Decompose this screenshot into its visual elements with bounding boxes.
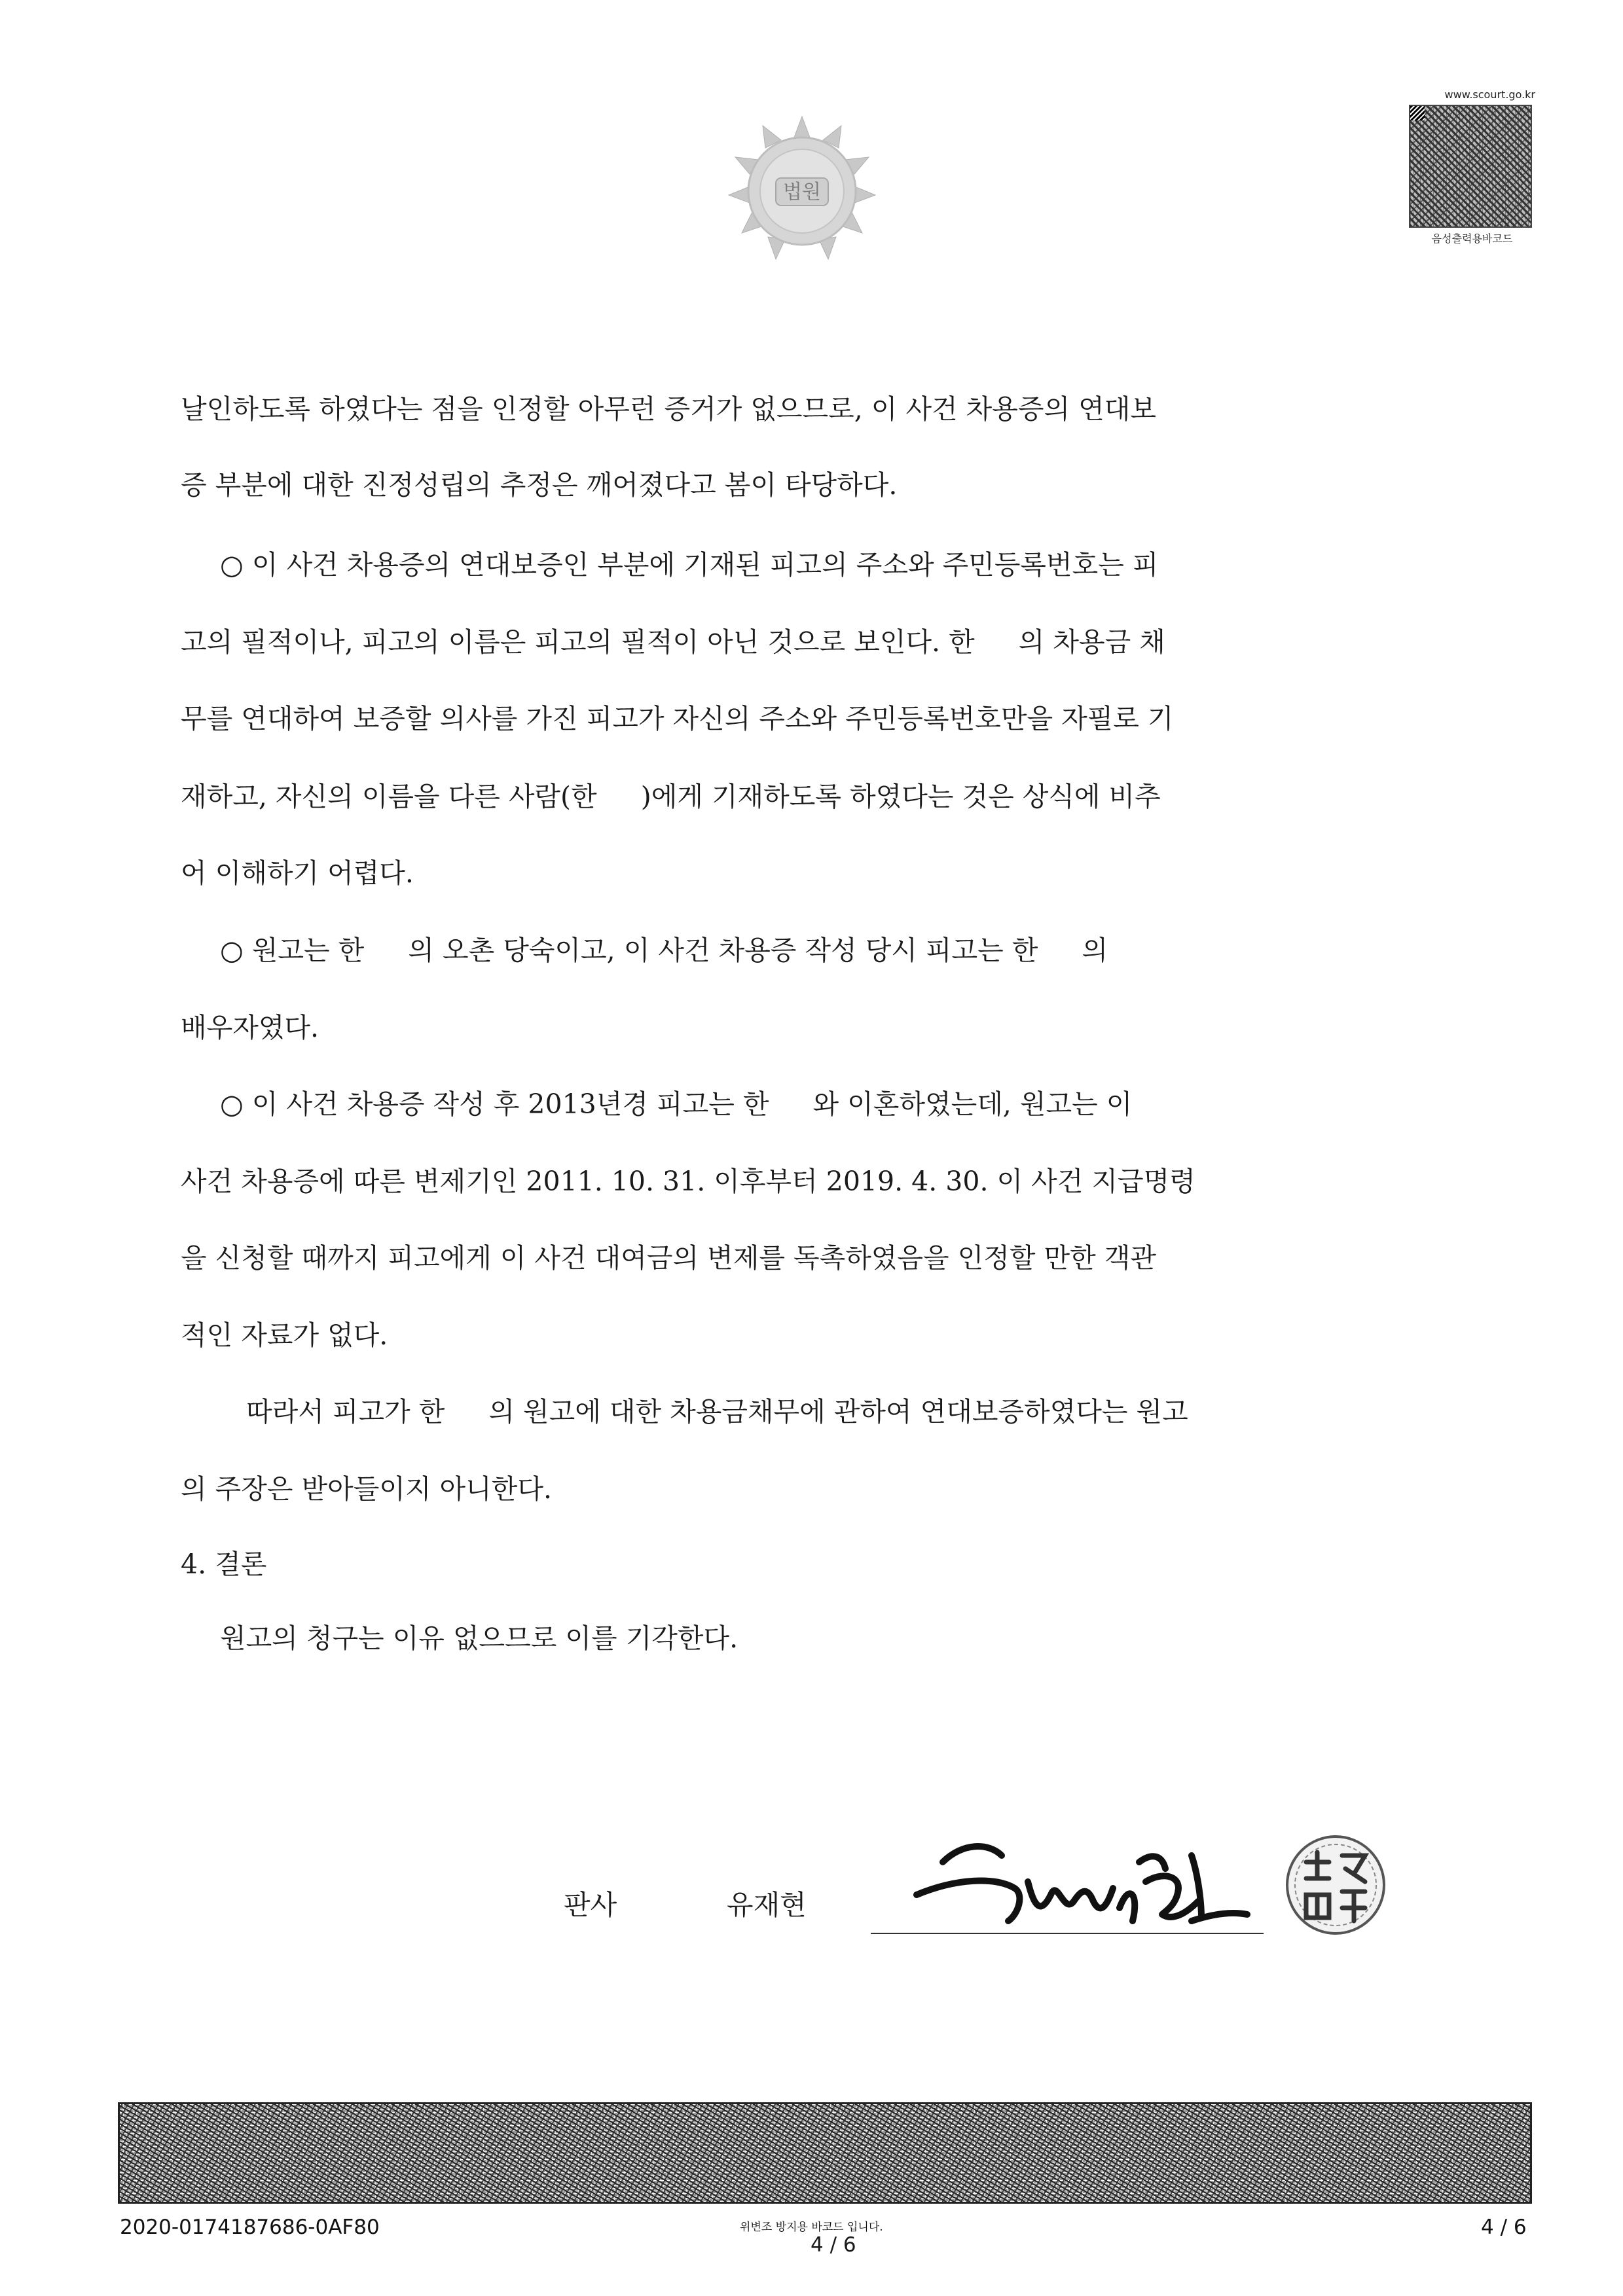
document-id: 2020-0174187686-0AF80 [120, 2215, 380, 2239]
body-line: 재하고, 자신의 이름을 다른 사람(한 )에게 기재하도록 하였다는 것은 상식에 비추 [181, 781, 1161, 812]
body-line: 증 부분에 대한 진정성립의 추정은 깨어졌다고 봄이 타당하다. [181, 469, 898, 501]
judge-name: 유재현 [727, 1889, 807, 1921]
body-line: 고의 필적이나, 피고의 이름은 피고의 필적이 아닌 것으로 보인다. 한 의 차용금 채 [181, 626, 1165, 658]
body-line: 어 이해하기 어렵다. [181, 857, 414, 889]
body-line: 적인 자료가 없다. [181, 1319, 388, 1351]
page-number-center: 4 / 6 [811, 2233, 856, 2257]
body-line: 원고의 청구는 이유 없으므로 이를 기각한다. [220, 1623, 739, 1654]
voice-output-barcode [1409, 88, 1535, 245]
body-line: 사건 차용증에 따른 변제기인 2011. 10. 31. 이후부터 2019. 4. 30. 이 사건 지급명령 [181, 1166, 1195, 1197]
section-heading: 4. 결론 [181, 1549, 267, 1580]
body-line: ○ 이 사건 차용증 작성 후 2013년경 피고는 한 와 이혼하였는데, 원고는 이 [220, 1088, 1133, 1120]
body-line: 을 신청할 때까지 피고에게 이 사건 대여금의 변제를 독촉하였음을 인정할 만한 객관 [181, 1242, 1156, 1274]
handwritten-signature-icon [903, 1816, 1264, 1947]
emblem-text: 법원 [783, 181, 821, 204]
page-indicator: 4 / 6 [1481, 2215, 1527, 2239]
body-line: 의 주장은 받아들이지 아니한다. [181, 1473, 553, 1505]
body-line: ○ 이 사건 차용증의 연대보증인 부분에 기재된 피고의 주소와 주민등록번호는 피 [220, 549, 1159, 581]
anti-forgery-barcode [118, 2102, 1532, 2204]
body-line: 날인하도록 하였다는 점을 인정할 아무런 증거가 없으므로, 이 사건 차용증의 연대보 [181, 393, 1156, 425]
qr-url: www.scourt.go.kr [1444, 88, 1535, 101]
barcode-note: 위변조 방지용 바코드 입니다. [740, 2221, 883, 2234]
court-emblem-icon [723, 111, 881, 268]
qr-caption: 음성출력용바코드 [1431, 232, 1513, 245]
qr-code [1409, 105, 1532, 228]
judge-title: 판사 [564, 1889, 617, 1921]
signature-underline [871, 1933, 1264, 1934]
body-line: ○ 원고는 한 의 오촌 당숙이고, 이 사건 차용증 작성 당시 피고는 한 의 [220, 935, 1108, 966]
body-line: 무를 연대하여 보증할 의사를 가진 피고가 자신의 주소와 주민등록번호만을 자필로 기 [181, 703, 1174, 734]
body-line: 따라서 피고가 한 의 원고에 대한 차용금채무에 관하여 연대보증하였다는 원고 [246, 1396, 1188, 1427]
judge-seal-stamp-icon [1283, 1833, 1388, 1937]
body-line: 배우자였다. [181, 1012, 319, 1043]
